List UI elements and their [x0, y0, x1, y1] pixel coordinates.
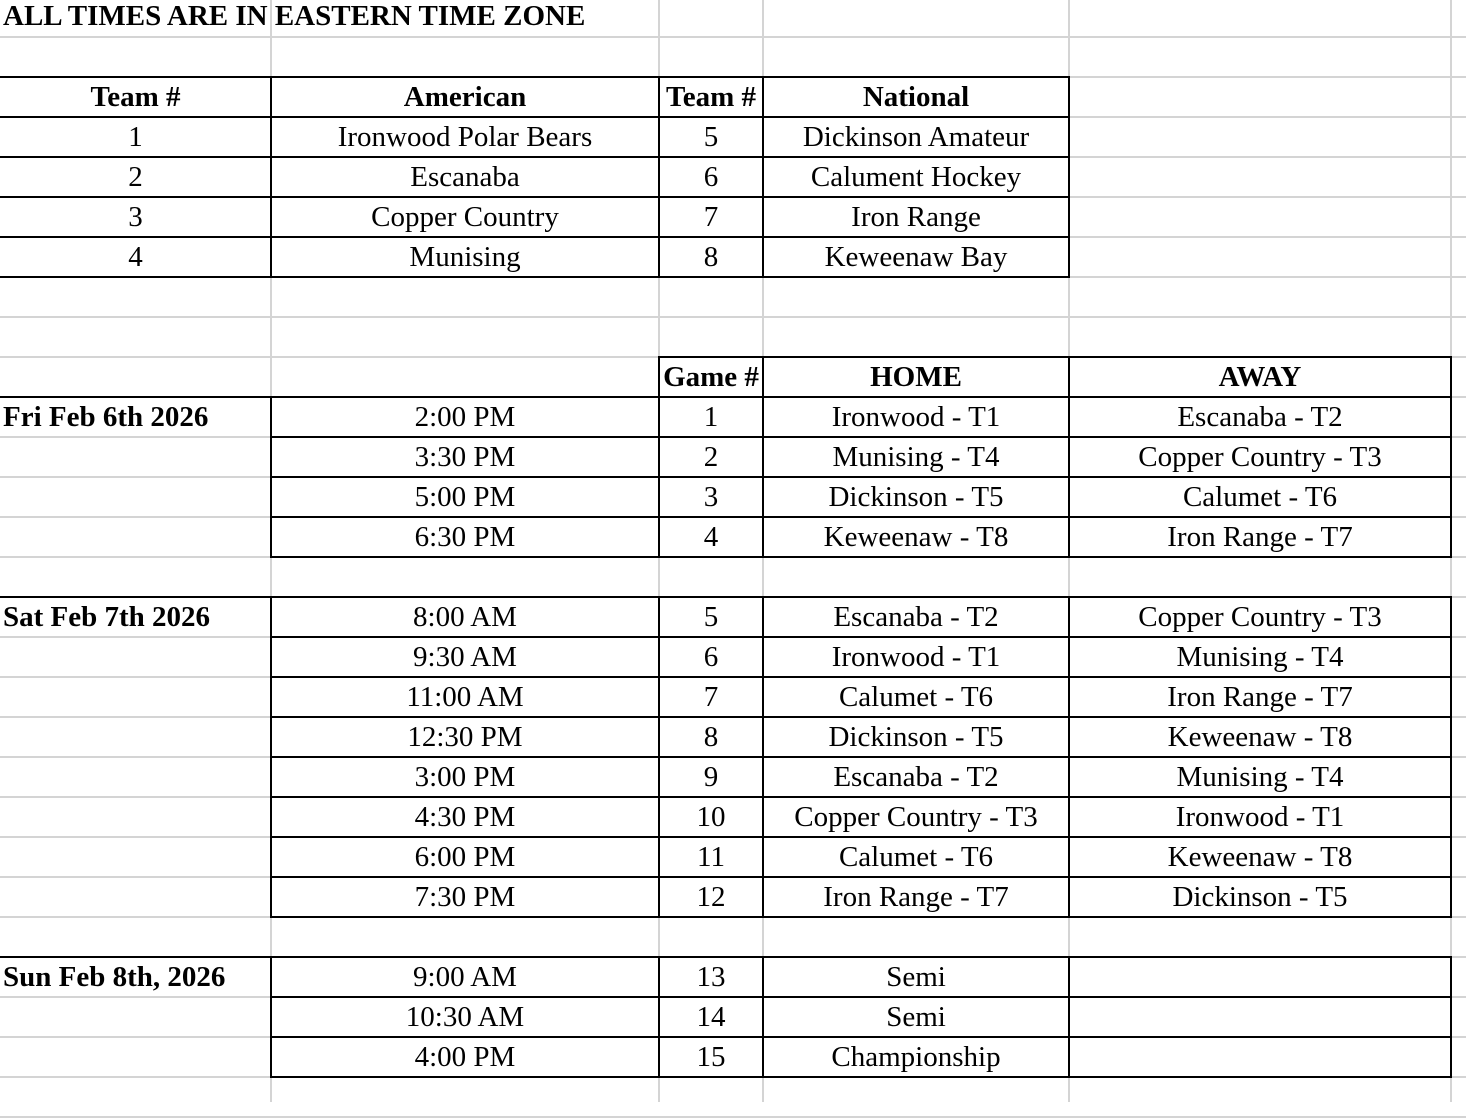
- team-cell[interactable]: Calument Hockey: [810, 160, 1022, 193]
- game-time[interactable]: 8:00 AM: [413, 600, 517, 633]
- game-time[interactable]: 10:30 AM: [405, 1000, 525, 1033]
- home-team[interactable]: Escanaba - T2: [833, 760, 999, 793]
- team-cell[interactable]: Escanaba: [410, 160, 520, 193]
- team-cell[interactable]: Dickinson Amateur: [802, 120, 1030, 153]
- home-team[interactable]: Iron Range - T7: [823, 880, 1009, 913]
- away-team[interactable]: Keweenaw - T8: [1167, 720, 1353, 753]
- team-cell[interactable]: Ironwood Polar Bears: [337, 120, 593, 153]
- day-label[interactable]: Fri Feb 6th 2026: [3, 400, 209, 433]
- home-team[interactable]: Escanaba - T2: [833, 600, 999, 633]
- game-number[interactable]: 13: [696, 960, 726, 993]
- away-team[interactable]: [1069, 1037, 1451, 1077]
- team-cell[interactable]: 4: [128, 240, 143, 273]
- team-cell[interactable]: 6: [703, 160, 719, 193]
- gridline-row: [0, 36, 1466, 38]
- column-header[interactable]: American: [403, 80, 527, 113]
- game-time[interactable]: 9:30 AM: [413, 640, 517, 673]
- away-team[interactable]: Munising - T4: [1176, 760, 1344, 793]
- away-team[interactable]: Copper Country - T3: [1138, 440, 1382, 473]
- game-number[interactable]: 14: [696, 1000, 726, 1033]
- team-cell[interactable]: 8: [703, 240, 719, 273]
- game-number[interactable]: 6: [703, 640, 719, 673]
- game-time[interactable]: 12:30 PM: [407, 720, 523, 753]
- team-cell[interactable]: Keweenaw Bay: [824, 240, 1008, 273]
- column-header[interactable]: Team #: [666, 80, 756, 113]
- home-team[interactable]: Championship: [831, 1040, 1001, 1073]
- game-number[interactable]: 7: [703, 680, 719, 713]
- game-time[interactable]: 5:00 PM: [414, 480, 516, 513]
- game-number[interactable]: 8: [703, 720, 719, 753]
- column-header[interactable]: National: [862, 80, 970, 113]
- page-title[interactable]: ALL TIMES ARE IN EASTERN TIME ZONE: [3, 0, 586, 32]
- game-number[interactable]: 9: [703, 760, 719, 793]
- game-time[interactable]: 4:30 PM: [414, 800, 516, 833]
- away-team[interactable]: Ironwood - T1: [1175, 800, 1345, 833]
- home-team[interactable]: Semi: [886, 1000, 946, 1033]
- home-team[interactable]: Dickinson - T5: [828, 480, 1004, 513]
- game-number[interactable]: 3: [703, 480, 719, 513]
- home-team[interactable]: Munising - T4: [832, 440, 1000, 473]
- game-time[interactable]: 4:00 PM: [414, 1040, 516, 1073]
- home-team[interactable]: Dickinson - T5: [828, 720, 1004, 753]
- away-team[interactable]: [1069, 997, 1451, 1037]
- team-cell[interactable]: 3: [128, 200, 143, 233]
- home-team[interactable]: Semi: [886, 960, 946, 993]
- team-cell[interactable]: 5: [703, 120, 719, 153]
- game-time[interactable]: 9:00 AM: [413, 960, 517, 993]
- column-header[interactable]: Team #: [90, 80, 181, 113]
- column-header[interactable]: Game #: [663, 360, 759, 393]
- team-cell[interactable]: 2: [128, 160, 143, 193]
- game-number[interactable]: 10: [696, 800, 726, 833]
- away-team[interactable]: Keweenaw - T8: [1167, 840, 1353, 873]
- home-team[interactable]: Calumet - T6: [838, 680, 994, 713]
- game-number[interactable]: 2: [703, 440, 719, 473]
- team-cell[interactable]: Iron Range: [851, 200, 981, 233]
- game-time[interactable]: 6:00 PM: [414, 840, 516, 873]
- day-label[interactable]: Sun Feb 8th, 2026: [3, 960, 226, 993]
- game-number[interactable]: 4: [703, 520, 719, 553]
- away-team[interactable]: Munising - T4: [1176, 640, 1344, 673]
- game-time[interactable]: 3:00 PM: [414, 760, 516, 793]
- home-team[interactable]: Copper Country - T3: [794, 800, 1038, 833]
- team-cell[interactable]: Copper Country: [371, 200, 559, 233]
- game-number[interactable]: 12: [696, 880, 726, 913]
- home-team[interactable]: Calumet - T6: [838, 840, 994, 873]
- game-number[interactable]: 5: [703, 600, 719, 633]
- home-team[interactable]: Ironwood - T1: [831, 640, 1001, 673]
- home-team[interactable]: Ironwood - T1: [831, 400, 1001, 433]
- game-time[interactable]: 11:00 AM: [406, 680, 524, 713]
- away-team[interactable]: [1069, 957, 1451, 997]
- game-time[interactable]: 3:30 PM: [414, 440, 516, 473]
- game-time[interactable]: 2:00 PM: [414, 400, 516, 433]
- day-label[interactable]: Sat Feb 7th 2026: [3, 600, 211, 633]
- away-team[interactable]: Iron Range - T7: [1167, 680, 1353, 713]
- team-cell[interactable]: 7: [703, 200, 719, 233]
- game-number[interactable]: 11: [697, 840, 725, 873]
- column-header[interactable]: AWAY: [1218, 360, 1302, 393]
- away-team[interactable]: Calumet - T6: [1182, 480, 1338, 513]
- column-header[interactable]: HOME: [870, 360, 962, 393]
- gridline-row: [0, 316, 1466, 318]
- team-cell[interactable]: Munising: [409, 240, 521, 273]
- home-team[interactable]: Keweenaw - T8: [823, 520, 1009, 553]
- game-number[interactable]: 15: [696, 1040, 726, 1073]
- away-team[interactable]: Dickinson - T5: [1172, 880, 1348, 913]
- away-team[interactable]: Iron Range - T7: [1167, 520, 1353, 553]
- game-number[interactable]: 1: [703, 400, 719, 433]
- team-cell[interactable]: 1: [128, 120, 143, 153]
- away-team[interactable]: Copper Country - T3: [1138, 600, 1382, 633]
- game-time[interactable]: 7:30 PM: [414, 880, 516, 913]
- away-team[interactable]: Escanaba - T2: [1177, 400, 1343, 433]
- game-time[interactable]: 6:30 PM: [414, 520, 516, 553]
